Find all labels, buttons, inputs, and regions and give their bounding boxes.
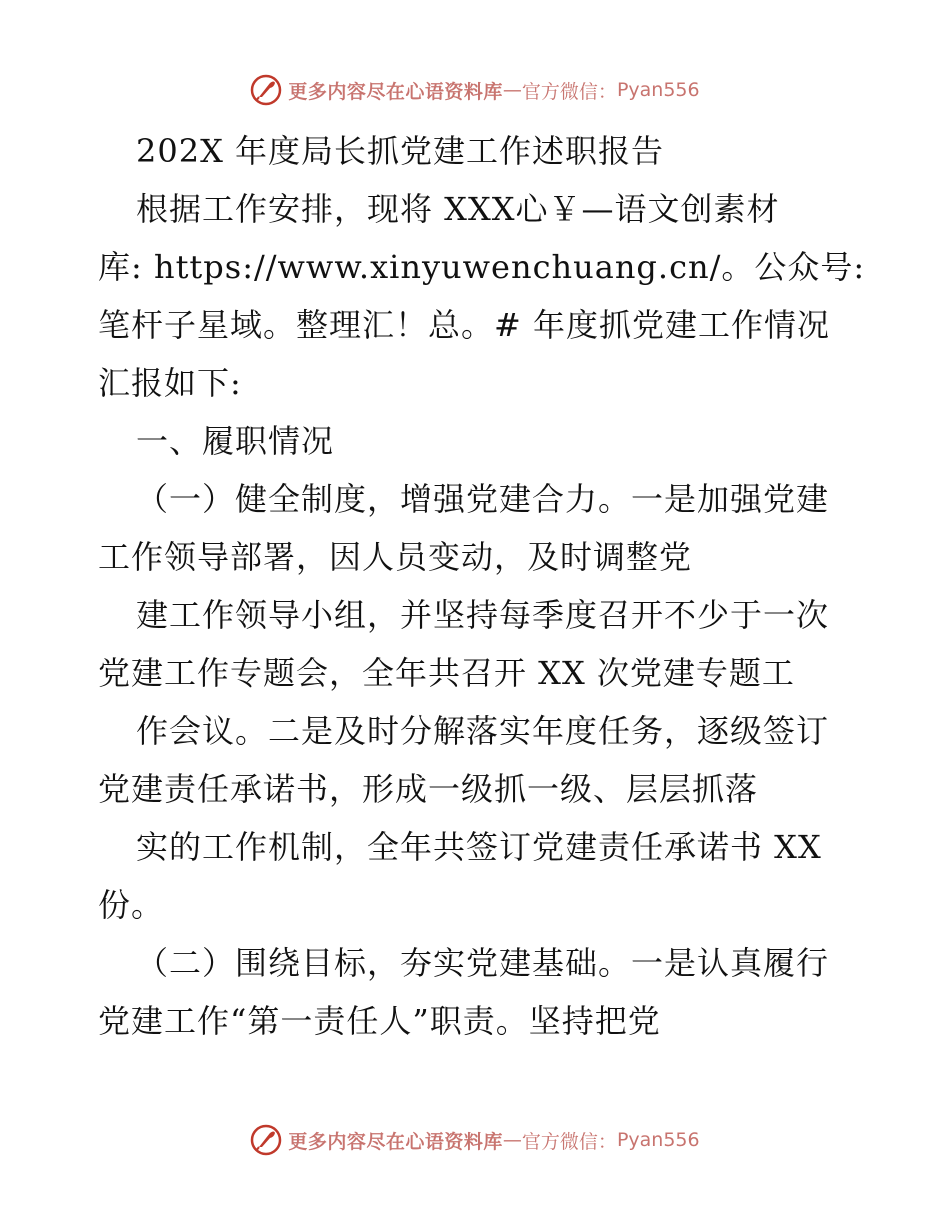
document-body [98,122,866,1050]
paragraph-line: 党建责任承诺书，形成一级抓一级、层层抓落 [98,770,759,808]
paragraph-line: 作会议。二是及时分解落实年度任务，逐级签订 [136,712,830,750]
paragraph-line: 库: https://www.xinyuwenchuang.cn/。公众号: [98,248,866,286]
quill-pen-logo-icon [250,74,282,106]
paragraph-line: 党建工作“第一责任人”职责。坚持把党 [98,1002,661,1040]
footer-watermark [0,1120,950,1160]
paragraph-line: 根据工作安排，现将 XXX心￥—语文创素材 [136,190,780,228]
paragraph-line: （一）健全制度，增强党建合力。一是加强党建 [136,480,830,518]
watermark-dash: — [502,79,522,101]
document-title: 202X 年度局长抓党建工作述职报告 [136,132,665,170]
paragraph-line: 党建工作专题会，全年共召开 XX 次党建专题工 [98,654,795,692]
watermark-text: 更多内容尽在心语资料库 [288,1130,503,1153]
section-heading: 一、履职情况 [136,422,335,460]
watermark-wechat-label: 官方微信： [521,80,617,103]
watermark-wechat-id: Pyan556 [616,1129,700,1151]
header-watermark [0,70,950,110]
quill-pen-logo-icon [250,1124,282,1156]
watermark-dash: — [502,1129,522,1151]
watermark-wechat-id: Pyan556 [616,79,700,101]
watermark-wechat-label: 官方微信： [521,1130,617,1153]
paragraph-line: （二）围绕目标，夯实党建基础。一是认真履行 [136,944,830,982]
paragraph-line: 笔杆子星域。整理汇！总。# 年度抓党建工作情况 [98,306,830,344]
paragraph-line: 建工作领导小组，并坚持每季度召开不少于一次 [136,596,830,634]
watermark-text: 更多内容尽在心语资料库 [288,80,503,103]
paragraph-line: 工作领导部署，因人员变动，及时调整党 [98,538,693,576]
paragraph-line: 汇报如下: [98,364,242,402]
paragraph-line: 实的工作机制，全年共签订党建责任承诺书 XX [136,828,822,866]
paragraph-line: 份。 [98,886,165,924]
